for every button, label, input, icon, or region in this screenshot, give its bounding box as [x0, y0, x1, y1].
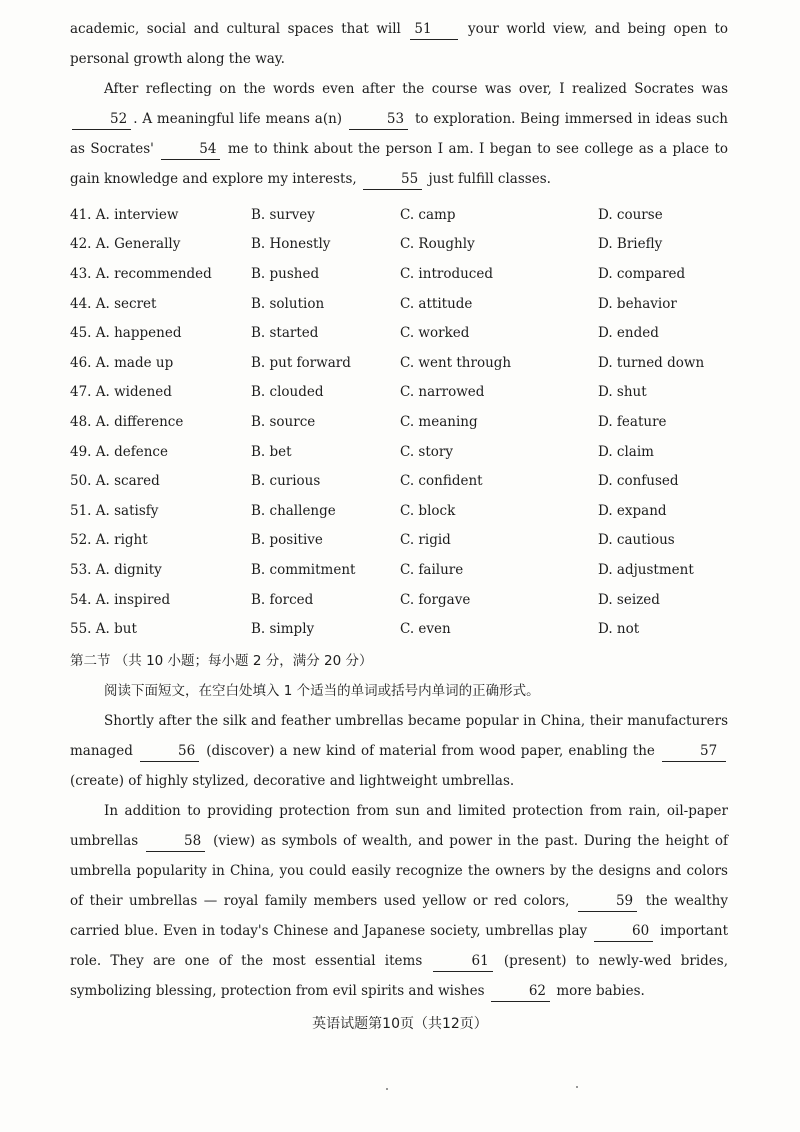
- option-d-text: D. expand: [598, 502, 667, 519]
- option-d: [598, 473, 728, 489]
- option-row: [70, 585, 728, 615]
- passage-paragraph-1: [70, 14, 728, 74]
- option-c: [400, 621, 598, 637]
- option-row: [70, 200, 728, 230]
- text-segment: the wealthy carried blue. Even in today's Chinese and Japanese society, umbrellas play: [70, 892, 728, 939]
- text-segment: more babies.: [556, 982, 645, 999]
- option-b-text: B. solution: [251, 295, 325, 312]
- text-segment: In addition to providing protection from sun and limited protection from rain, oil-paper umbrellas: [70, 802, 728, 849]
- question-number: 54.: [70, 591, 92, 608]
- option-d-text: D. shut: [598, 384, 647, 401]
- option-d: [598, 621, 728, 637]
- passage-paragraph-2: [70, 74, 728, 194]
- question-number: 46.: [70, 354, 92, 371]
- text-segment: academic, social and cultural spaces that will: [70, 21, 401, 37]
- option-c: [400, 592, 598, 608]
- option-c: [400, 355, 598, 371]
- option-d: [598, 592, 728, 608]
- option-row: [70, 230, 728, 260]
- option-d: [598, 325, 728, 341]
- option-b: [251, 325, 400, 341]
- option-b-text: B. clouded: [251, 384, 324, 401]
- option-a: [70, 384, 251, 400]
- option-c-text: C. even: [400, 621, 451, 638]
- text-segment: (create) of highly stylized, decorative and lightweight umbrellas.: [70, 772, 515, 789]
- option-row: [70, 437, 728, 467]
- option-a-text: A. inspired: [95, 591, 171, 608]
- option-a: [70, 207, 251, 223]
- option-row: [70, 259, 728, 289]
- blank-61: 61: [433, 951, 492, 972]
- option-b-text: B. challenge: [251, 502, 336, 519]
- option-c: [400, 384, 598, 400]
- option-b-text: B. forced: [251, 591, 314, 608]
- option-row: [70, 614, 728, 644]
- option-c: [400, 532, 598, 548]
- option-d-text: D. seized: [598, 591, 660, 608]
- option-b-text: B. put forward: [251, 354, 351, 371]
- question-number: 41.: [70, 206, 92, 223]
- option-d: [598, 236, 728, 252]
- question-number: 47.: [70, 384, 92, 401]
- text-segment: just fulfill classes.: [428, 171, 551, 187]
- option-row: [70, 348, 728, 378]
- option-b-text: B. simply: [251, 621, 315, 638]
- option-d: [598, 384, 728, 400]
- question-number: 49.: [70, 443, 92, 460]
- option-a-text: A. Generally: [95, 236, 181, 253]
- option-a: [70, 296, 251, 312]
- option-a: [70, 266, 251, 282]
- option-d-text: D. course: [598, 206, 663, 223]
- option-row: [70, 318, 728, 348]
- question-number: 55.: [70, 621, 92, 638]
- option-a-text: A. but: [95, 621, 137, 638]
- option-c-text: C. camp: [400, 206, 456, 223]
- option-a: [70, 325, 251, 341]
- option-c-text: C. narrowed: [400, 384, 485, 401]
- option-b: [251, 532, 400, 548]
- option-c-text: C. attitude: [400, 295, 473, 312]
- option-c-text: C. forgave: [400, 591, 471, 608]
- option-d-text: D. not: [598, 621, 640, 638]
- blank-51: 51: [410, 19, 458, 40]
- option-c: [400, 473, 598, 489]
- blank-54: 54: [161, 139, 220, 160]
- option-a-text: A. made up: [95, 354, 174, 371]
- grammar-paragraph-2: [70, 796, 728, 1006]
- text-segment: your world view, and being open to personal growth along the way.: [70, 21, 729, 67]
- scan-speck: [386, 1088, 388, 1090]
- option-d: [598, 503, 728, 519]
- option-c-text: C. went through: [400, 354, 512, 371]
- option-d-text: D. turned down: [598, 354, 705, 371]
- text-segment: After reflecting on the words even after the course was over, I realized Socrates was: [104, 81, 728, 97]
- option-d: [598, 414, 728, 430]
- option-row: [70, 466, 728, 496]
- text-segment: me to think about the person I am. I began to see college as a place to gain knowledge and explore my interests,: [70, 141, 729, 187]
- page-footer: 英语试题第10页（共12页）: [312, 1016, 488, 1032]
- option-b-text: B. started: [251, 325, 319, 342]
- option-c: [400, 414, 598, 430]
- option-c: [400, 562, 598, 578]
- blank-60: 60: [594, 921, 653, 942]
- option-a-text: A. dignity: [95, 561, 162, 578]
- option-d: [598, 444, 728, 460]
- option-a: [70, 355, 251, 371]
- option-c-text: C. confident: [400, 473, 483, 490]
- option-c-text: C. failure: [400, 561, 464, 578]
- option-a: [70, 562, 251, 578]
- scan-speck: [576, 1086, 578, 1088]
- option-a: [70, 532, 251, 548]
- option-a: [70, 236, 251, 252]
- question-number: 44.: [70, 295, 92, 312]
- option-row: [70, 496, 728, 526]
- blank-62: 62: [491, 981, 550, 1002]
- option-a-text: A. scared: [95, 473, 160, 490]
- option-a: [70, 503, 251, 519]
- option-b: [251, 355, 400, 371]
- question-number: 50.: [70, 473, 92, 490]
- options-list: [70, 200, 728, 644]
- option-a-text: A. secret: [95, 295, 157, 312]
- option-b-text: B. survey: [251, 206, 315, 223]
- question-number: 53.: [70, 561, 92, 578]
- option-c: [400, 503, 598, 519]
- text-segment: (discover) a new kind of material from wood paper, enabling the: [206, 742, 655, 759]
- text-segment: (view) as symbols of wealth, and power in the past. During the height of umbrella popularity in China, you could easily recognize the owners by the designs and colors of their umbrellas — royal family members used yellow or red colors,: [70, 832, 728, 909]
- option-b: [251, 592, 400, 608]
- option-d-text: D. ended: [598, 325, 659, 342]
- option-d: [598, 355, 728, 371]
- blank-56: 56: [140, 741, 199, 762]
- option-row: [70, 378, 728, 408]
- blank-58: 58: [146, 831, 205, 852]
- option-a-text: A. recommended: [95, 265, 212, 282]
- question-number: 45.: [70, 325, 92, 342]
- option-c-text: C. block: [400, 502, 456, 519]
- text-segment: (present) to newly-wed brides, symbolizing blessing, protection from evil spirits and wishes: [70, 952, 728, 999]
- option-c: [400, 325, 598, 341]
- option-c: [400, 296, 598, 312]
- option-b: [251, 236, 400, 252]
- option-row: [70, 407, 728, 437]
- option-a-text: A. interview: [95, 206, 179, 223]
- question-number: 43.: [70, 265, 92, 282]
- option-b: [251, 414, 400, 430]
- blank-55: 55: [363, 169, 422, 190]
- option-b: [251, 207, 400, 223]
- option-b-text: B. commitment: [251, 561, 356, 578]
- option-a-text: A. defence: [95, 443, 168, 460]
- option-d: [598, 296, 728, 312]
- option-a-text: A. happened: [95, 325, 182, 342]
- option-b: [251, 444, 400, 460]
- option-d: [598, 532, 728, 548]
- option-d-text: D. confused: [598, 473, 679, 490]
- exam-page: [70, 14, 728, 1006]
- option-c-text: C. meaning: [400, 413, 478, 430]
- option-c-text: C. Roughly: [400, 236, 475, 253]
- option-b-text: B. Honestly: [251, 236, 331, 253]
- option-c: [400, 444, 598, 460]
- option-d-text: D. feature: [598, 413, 667, 430]
- option-d-text: D. Briefly: [598, 236, 663, 253]
- text-segment: important role. They are one of the most essential items: [70, 922, 728, 969]
- option-b-text: B. bet: [251, 443, 292, 460]
- option-c: [400, 207, 598, 223]
- question-number: 52.: [70, 532, 92, 549]
- option-d: [598, 207, 728, 223]
- blank-57: 57: [662, 741, 726, 762]
- blank-53: 53: [349, 109, 408, 130]
- option-d: [598, 562, 728, 578]
- option-d-text: D. cautious: [598, 532, 675, 549]
- option-d-text: D. compared: [598, 265, 686, 282]
- option-c-text: C. story: [400, 443, 453, 460]
- option-b: [251, 621, 400, 637]
- option-b-text: B. curious: [251, 473, 321, 490]
- option-a-text: A. satisfy: [95, 502, 159, 519]
- option-b: [251, 296, 400, 312]
- text-segment: . A meaningful life means a(n): [133, 111, 343, 127]
- option-b-text: B. pushed: [251, 265, 320, 282]
- blank-52: 52: [72, 109, 131, 130]
- question-number: 48.: [70, 413, 92, 430]
- option-row: [70, 289, 728, 319]
- option-b: [251, 562, 400, 578]
- option-a: [70, 414, 251, 430]
- option-b-text: B. source: [251, 413, 316, 430]
- option-row: [70, 526, 728, 556]
- grammar-paragraph-1: [70, 706, 728, 796]
- blank-59: 59: [578, 891, 637, 912]
- option-a: [70, 473, 251, 489]
- option-b: [251, 266, 400, 282]
- section-heading: 第二节 （共 10 小题；每小题 2 分，满分 20 分）: [70, 652, 373, 669]
- option-d: [598, 266, 728, 282]
- option-a: [70, 592, 251, 608]
- text-segment: to exploration. Being immersed in ideas such as Socrates': [70, 111, 728, 157]
- text-segment: Shortly after the silk and feather umbrellas became popular in China, their manufacturers managed: [70, 712, 728, 759]
- option-c-text: C. worked: [400, 325, 470, 342]
- option-c: [400, 236, 598, 252]
- question-number: 42.: [70, 236, 92, 253]
- option-d-text: D. behavior: [598, 295, 677, 312]
- question-number: 51.: [70, 502, 92, 519]
- option-b: [251, 473, 400, 489]
- option-b-text: B. positive: [251, 532, 323, 549]
- option-a-text: A. right: [95, 532, 148, 549]
- option-c-text: C. introduced: [400, 265, 493, 282]
- option-a: [70, 444, 251, 460]
- option-a-text: A. widened: [95, 384, 172, 401]
- option-a: [70, 621, 251, 637]
- section-instruction: 阅读下面短文，在空白处填入 1 个适当的单词或括号内单词的正确形式。: [104, 682, 540, 699]
- option-c: [400, 266, 598, 282]
- option-d-text: D. claim: [598, 443, 654, 460]
- option-row: [70, 555, 728, 585]
- option-b: [251, 384, 400, 400]
- option-b: [251, 503, 400, 519]
- option-c-text: C. rigid: [400, 532, 451, 549]
- option-a-text: A. difference: [95, 413, 184, 430]
- option-d-text: D. adjustment: [598, 561, 694, 578]
